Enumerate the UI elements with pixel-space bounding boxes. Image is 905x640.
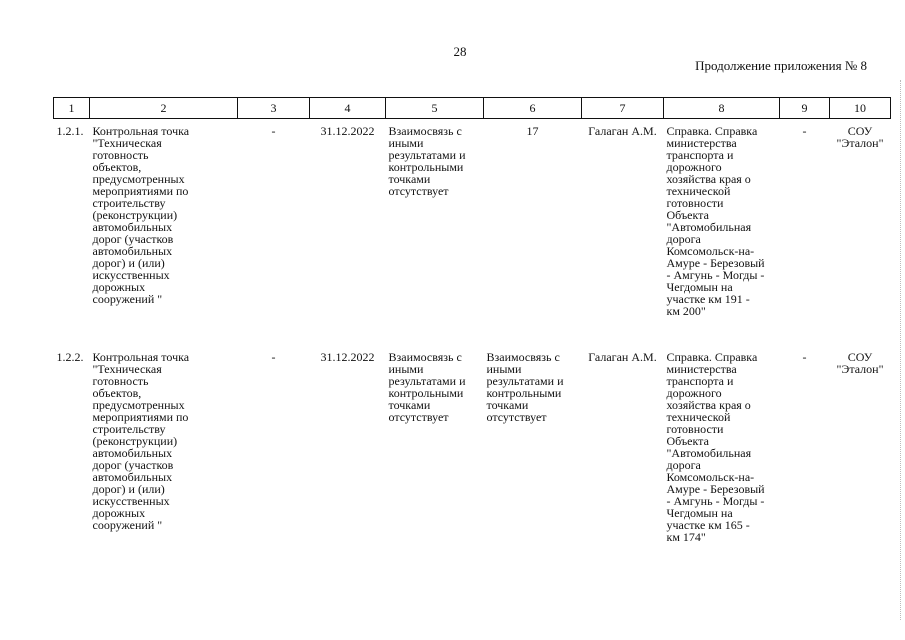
header-col-3: 3 xyxy=(238,98,310,119)
relationship-note: Взаимосвязь с иными результатами и контрольными точками отсутствует xyxy=(388,350,466,424)
header-col-8: 8 xyxy=(664,98,780,119)
row-number: 1.2.1. xyxy=(56,124,84,138)
header-col-5: 5 xyxy=(386,98,484,119)
cell-col-9: - xyxy=(802,350,807,364)
due-date: 31.12.2022 xyxy=(320,350,375,364)
control-point-name: Контрольная точка "Техническая готовность объектов, предусмотренных мероприятиями по строительству (реконструкции) автомобильных дорог (участков автомобильных дорог) и (или) искусственных дорожных сооружений " xyxy=(92,350,190,532)
table-row xyxy=(54,119,891,338)
appendix-continuation-label: Продолжение приложения № 8 xyxy=(695,58,867,73)
header-col-10: 10 xyxy=(830,98,891,119)
cell-col-6: Взаимосвязь с иными результатами и контрольными точками отсутствует xyxy=(486,350,564,424)
cell-col-3: - xyxy=(271,350,276,364)
row-number: 1.2.2. xyxy=(56,350,84,364)
responsible-person: Галаган А.М. xyxy=(588,124,657,138)
header-col-1: 1 xyxy=(54,98,90,119)
information-system: СОУ "Эталон" xyxy=(836,124,884,150)
document-description: Справка. Справка министерства транспорта и дорожного хозяйства края о технической готовности Объекта "Автомобильная дорога Комсомольск-на- Амуре - Березовый - Амгунь - Могды - Чегдомын на участке км 191 - км 200" xyxy=(666,124,765,318)
cell-col-3: - xyxy=(271,124,276,138)
page-number: 28 xyxy=(453,44,467,59)
information-system: СОУ "Эталон" xyxy=(836,350,884,376)
responsible-person: Галаган А.М. xyxy=(588,350,657,364)
header-col-7: 7 xyxy=(582,98,664,119)
header-col-4: 4 xyxy=(310,98,386,119)
header-col-6: 6 xyxy=(484,98,582,119)
page-edge-rule xyxy=(900,80,901,620)
header-col-2: 2 xyxy=(90,98,238,119)
control-points-table xyxy=(53,97,891,551)
header-row xyxy=(54,98,891,119)
relationship-note: Взаимосвязь с иными результатами и контрольными точками отсутствует xyxy=(388,124,466,198)
table-row xyxy=(54,345,891,551)
cell-col-6: 17 xyxy=(526,124,539,138)
document-description: Справка. Справка министерства транспорта и дорожного хозяйства края о технической готовности Объекта "Автомобильная дорога Комсомольск-на- Амуре - Березовый - Амгунь - Могды - Чегдомын на участке км 165 - км 174" xyxy=(666,350,765,544)
cell-col-9: - xyxy=(802,124,807,138)
header-col-9: 9 xyxy=(780,98,830,119)
due-date: 31.12.2022 xyxy=(320,124,375,138)
control-point-name: Контрольная точка "Техническая готовность объектов, предусмотренных мероприятиями по строительству (реконструкции) автомобильных дорог (участков автомобильных дорог) и (или) искусственных дорожных сооружений " xyxy=(92,124,190,306)
